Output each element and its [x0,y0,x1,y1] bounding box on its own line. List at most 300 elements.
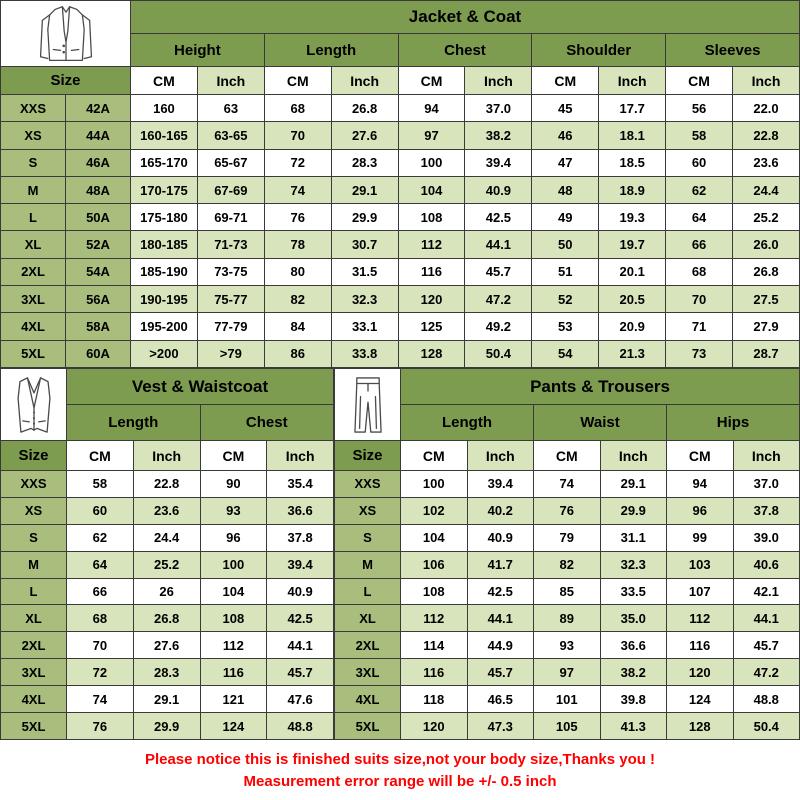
table-cell: 56 [666,95,733,122]
table-cell: 68 [67,605,134,632]
table-cell: L [335,578,401,605]
table-cell: 160-165 [131,122,198,149]
table-cell: 32.3 [600,551,667,578]
table-cell: 75-77 [197,286,264,313]
table-cell: 48A [66,176,131,203]
table-cell: 64 [67,551,134,578]
table-cell: 17.7 [599,95,666,122]
table-cell: 68 [264,95,331,122]
table-cell: 28.3 [331,149,398,176]
table-cell: 22.8 [733,122,800,149]
table-cell: XL [335,605,401,632]
table-row [335,605,800,632]
vest-col-chest: Chest [200,405,334,441]
jacket-col-shoulder: Shoulder [532,34,666,67]
table-row [1,632,334,659]
unit-header-inch: Inch [267,441,334,471]
notice-line-2: Measurement error range will be +/- 0.5 inch [243,772,557,790]
table-cell: 82 [264,286,331,313]
table-cell: 195-200 [131,313,198,340]
table-cell: 114 [401,632,468,659]
table-cell: 26.8 [133,605,200,632]
table-cell: 28.7 [733,340,800,367]
table-cell: 60A [66,340,131,367]
jacket-image-cell [1,1,131,67]
table-cell: 124 [667,686,734,713]
table-cell: 45 [532,95,599,122]
table-cell: 48 [532,176,599,203]
table-cell: 50 [532,231,599,258]
table-cell: 3XL [335,659,401,686]
table-cell: 190-195 [131,286,198,313]
pants-size-table [334,368,800,740]
table-cell: 84 [264,313,331,340]
table-cell: 27.9 [733,313,800,340]
table-cell: 42.1 [733,578,800,605]
table-cell: 48.8 [733,686,800,713]
table-cell: 104 [200,578,267,605]
jacket-col-chest: Chest [398,34,532,67]
vest-size-header: Size [1,441,67,471]
table-cell: 44.9 [467,632,534,659]
unit-header-cm: CM [534,441,601,471]
table-cell: 112 [667,605,734,632]
table-cell: 104 [401,524,468,551]
table-cell: 120 [401,713,468,740]
table-cell: 93 [534,632,601,659]
table-cell: 40.6 [733,551,800,578]
table-cell: 20.1 [599,258,666,285]
table-row [1,471,334,498]
table-cell: 5XL [335,713,401,740]
table-cell: 19.3 [599,204,666,231]
table-cell: XXS [1,95,66,122]
table-cell: 46.5 [467,686,534,713]
table-cell: 58A [66,313,131,340]
table-row [1,659,334,686]
table-row [1,524,334,551]
table-cell: 70 [67,632,134,659]
table-cell: 106 [401,551,468,578]
table-cell: 42.5 [467,578,534,605]
table-cell: 72 [67,659,134,686]
pants-image-cell [335,369,401,441]
table-cell: M [335,551,401,578]
table-cell: 33.1 [331,313,398,340]
table-cell: 45.7 [467,659,534,686]
table-cell: XS [335,497,401,524]
table-cell: 125 [398,313,465,340]
unit-header-cm: CM [264,67,331,95]
table-cell: 108 [401,578,468,605]
table-cell: 185-190 [131,258,198,285]
pants-col-hips: Hips [667,405,800,441]
pants-col-waist: Waist [534,405,667,441]
table-cell: 23.6 [733,149,800,176]
table-cell: 93 [200,497,267,524]
table-row [335,471,800,498]
table-cell: 68 [666,258,733,285]
table-row [335,578,800,605]
unit-header-cm: CM [398,67,465,95]
table-cell: 47.3 [467,713,534,740]
table-cell: S [335,524,401,551]
table-cell: 19.7 [599,231,666,258]
table-cell: >79 [197,340,264,367]
table-cell: 76 [264,204,331,231]
table-cell: 62 [666,176,733,203]
table-cell: 86 [264,340,331,367]
table-cell: 45.7 [733,632,800,659]
table-cell: 63-65 [197,122,264,149]
table-cell: 116 [398,258,465,285]
table-cell: 73-75 [197,258,264,285]
table-cell: 116 [200,659,267,686]
table-cell: 121 [200,686,267,713]
table-cell: 37.0 [733,471,800,498]
table-cell: 96 [200,524,267,551]
table-row [1,231,800,258]
table-cell: 41.7 [467,551,534,578]
vest-table-title: Vest & Waistcoat [67,369,334,405]
table-cell: 97 [398,122,465,149]
table-cell: 38.2 [600,659,667,686]
unit-header-cm: CM [667,441,734,471]
jacket-col-height: Height [131,34,265,67]
table-cell: 62 [67,524,134,551]
pants-col-length: Length [401,405,534,441]
table-cell: 31.5 [331,258,398,285]
table-cell: 160 [131,95,198,122]
table-cell: 21.3 [599,340,666,367]
table-cell: 82 [534,551,601,578]
table-row [1,605,334,632]
table-cell: 29.9 [600,497,667,524]
table-row [1,713,334,740]
table-cell: 25.2 [733,204,800,231]
table-cell: 47 [532,149,599,176]
table-cell: 31.1 [600,524,667,551]
table-cell: 50.4 [465,340,532,367]
table-row [335,686,800,713]
table-cell: 165-170 [131,149,198,176]
table-row [1,497,334,524]
table-cell: 26.0 [733,231,800,258]
table-cell: 74 [67,686,134,713]
table-cell: 29.1 [600,471,667,498]
table-cell: 35.0 [600,605,667,632]
unit-header-inch: Inch [467,441,534,471]
table-cell: 18.9 [599,176,666,203]
table-cell: 56A [66,286,131,313]
table-cell: M [1,551,67,578]
table-cell: 39.4 [267,551,334,578]
table-cell: 100 [200,551,267,578]
table-row [1,686,334,713]
table-cell: 45.7 [465,258,532,285]
table-cell: 25.2 [133,551,200,578]
table-cell: 35.4 [267,471,334,498]
table-cell: 128 [398,340,465,367]
table-cell: 26.8 [331,95,398,122]
table-cell: 79 [534,524,601,551]
unit-header-inch: Inch [599,67,666,95]
table-cell: 39.0 [733,524,800,551]
table-cell: 120 [398,286,465,313]
table-cell: 72 [264,149,331,176]
table-cell: 22.8 [133,471,200,498]
table-row [335,524,800,551]
table-cell: 118 [401,686,468,713]
table-cell: 44.1 [733,605,800,632]
table-cell: 37.8 [733,497,800,524]
table-cell: 47.6 [267,686,334,713]
table-cell: 128 [667,713,734,740]
vest-icon [5,373,63,437]
table-row [1,204,800,231]
table-cell: 45.7 [267,659,334,686]
table-cell: 73 [666,340,733,367]
table-cell: 77-79 [197,313,264,340]
table-cell: 94 [398,95,465,122]
unit-header-inch: Inch [733,441,800,471]
unit-header-cm: CM [67,441,134,471]
table-cell: 50.4 [733,713,800,740]
table-cell: 39.4 [465,149,532,176]
table-cell: 27.6 [331,122,398,149]
table-row [1,551,334,578]
table-cell: S [1,149,66,176]
vest-image-cell [1,369,67,441]
jacket-table-title: Jacket & Coat [131,1,800,34]
table-cell: 170-175 [131,176,198,203]
table-cell: 28.3 [133,659,200,686]
table-cell: L [1,578,67,605]
table-cell: 60 [67,497,134,524]
table-cell: 39.8 [600,686,667,713]
table-cell: 18.5 [599,149,666,176]
table-cell: 40.9 [267,578,334,605]
table-cell: 70 [666,286,733,313]
table-cell: 66 [666,231,733,258]
table-cell: XL [1,231,66,258]
table-cell: 80 [264,258,331,285]
table-cell: 90 [200,471,267,498]
table-cell: 69-71 [197,204,264,231]
table-cell: 71-73 [197,231,264,258]
table-cell: 42.5 [267,605,334,632]
table-cell: 44.1 [467,605,534,632]
table-cell: 4XL [1,686,67,713]
unit-header-inch: Inch [133,441,200,471]
table-cell: 37.8 [267,524,334,551]
table-cell: 41.3 [600,713,667,740]
table-cell: 107 [667,578,734,605]
table-cell: 49 [532,204,599,231]
table-cell: 78 [264,231,331,258]
table-cell: 20.5 [599,286,666,313]
table-cell: 47.2 [733,659,800,686]
table-cell: 46A [66,149,131,176]
table-cell: 102 [401,497,468,524]
unit-header-inch: Inch [197,67,264,95]
table-cell: 24.4 [133,524,200,551]
pants-icon [340,373,396,437]
table-cell: >200 [131,340,198,367]
table-cell: 58 [67,471,134,498]
table-cell: 36.6 [267,497,334,524]
table-row [1,286,800,313]
jacket-icon [10,4,122,64]
table-cell: 33.8 [331,340,398,367]
table-cell: 29.9 [331,204,398,231]
pants-size-header: Size [335,441,401,471]
table-cell: 39.4 [467,471,534,498]
table-cell: 38.2 [465,122,532,149]
table-row [1,258,800,285]
table-cell: 108 [200,605,267,632]
unit-header-inch: Inch [465,67,532,95]
table-cell: 58 [666,122,733,149]
table-cell: 2XL [1,632,67,659]
table-cell: 47.2 [465,286,532,313]
table-cell: 116 [401,659,468,686]
table-cell: 89 [534,605,601,632]
pants-table-title: Pants & Trousers [401,369,800,405]
table-cell: 54 [532,340,599,367]
table-cell: 65-67 [197,149,264,176]
table-cell: 85 [534,578,601,605]
table-cell: 2XL [335,632,401,659]
table-row [1,176,800,203]
table-cell: 112 [200,632,267,659]
table-cell: 40.2 [467,497,534,524]
table-cell: 103 [667,551,734,578]
table-cell: 49.2 [465,313,532,340]
table-cell: 5XL [1,713,67,740]
unit-header-cm: CM [131,67,198,95]
unit-header-inch: Inch [733,67,800,95]
table-cell: 36.6 [600,632,667,659]
table-cell: 33.5 [600,578,667,605]
table-cell: S [1,524,67,551]
table-cell: 101 [534,686,601,713]
vest-size-table [0,368,334,740]
notice [0,740,800,800]
table-cell: 175-180 [131,204,198,231]
table-cell: 4XL [1,313,66,340]
table-cell: 63 [197,95,264,122]
table-cell: 3XL [1,286,66,313]
table-cell: 94 [667,471,734,498]
table-cell: 29.9 [133,713,200,740]
unit-header-inch: Inch [331,67,398,95]
table-row [335,497,800,524]
table-cell: 22.0 [733,95,800,122]
table-cell: 44.1 [267,632,334,659]
table-row [1,313,800,340]
table-cell: 108 [398,204,465,231]
table-row [1,122,800,149]
unit-header-inch: Inch [600,441,667,471]
vest-col-length: Length [67,405,201,441]
table-cell: 23.6 [133,497,200,524]
table-row [335,713,800,740]
table-cell: 112 [401,605,468,632]
table-cell: 112 [398,231,465,258]
table-cell: 66 [67,578,134,605]
table-cell: 70 [264,122,331,149]
table-row [335,632,800,659]
table-cell: 76 [534,497,601,524]
table-cell: XS [1,122,66,149]
jacket-col-length: Length [264,34,398,67]
table-cell: 48.8 [267,713,334,740]
unit-header-cm: CM [532,67,599,95]
table-cell: 74 [534,471,601,498]
table-cell: 18.1 [599,122,666,149]
table-cell: 30.7 [331,231,398,258]
table-cell: 46 [532,122,599,149]
table-row [1,340,800,367]
table-cell: 105 [534,713,601,740]
table-cell: 4XL [335,686,401,713]
table-cell: 50A [66,204,131,231]
table-cell: 26 [133,578,200,605]
table-cell: M [1,176,66,203]
table-cell: 52 [532,286,599,313]
table-cell: 5XL [1,340,66,367]
table-cell: 100 [401,471,468,498]
table-cell: 42A [66,95,131,122]
table-cell: 53 [532,313,599,340]
jacket-col-sleeves: Sleeves [666,34,800,67]
table-cell: 40.9 [467,524,534,551]
table-cell: XS [1,497,67,524]
notice-line-1: Please notice this is finished suits size,not your body size,Thanks you ! [144,750,656,768]
table-cell: 74 [264,176,331,203]
table-cell: 44.1 [465,231,532,258]
table-cell: 29.1 [133,686,200,713]
unit-header-cm: CM [200,441,267,471]
table-cell: XXS [1,471,67,498]
unit-header-cm: CM [401,441,468,471]
table-cell: 64 [666,204,733,231]
table-cell: 32.3 [331,286,398,313]
table-cell: 99 [667,524,734,551]
table-cell: 27.5 [733,286,800,313]
table-cell: 67-69 [197,176,264,203]
table-row [1,149,800,176]
table-cell: 104 [398,176,465,203]
table-cell: 2XL [1,258,66,285]
table-cell: 52A [66,231,131,258]
table-cell: 71 [666,313,733,340]
table-cell: 96 [667,497,734,524]
table-cell: 116 [667,632,734,659]
unit-header-cm: CM [666,67,733,95]
table-row [335,551,800,578]
table-cell: 20.9 [599,313,666,340]
table-cell: 51 [532,258,599,285]
table-cell: 3XL [1,659,67,686]
table-cell: 44A [66,122,131,149]
table-cell: 120 [667,659,734,686]
table-cell: 180-185 [131,231,198,258]
table-cell: 37.0 [465,95,532,122]
table-cell: XL [1,605,67,632]
table-cell: 97 [534,659,601,686]
